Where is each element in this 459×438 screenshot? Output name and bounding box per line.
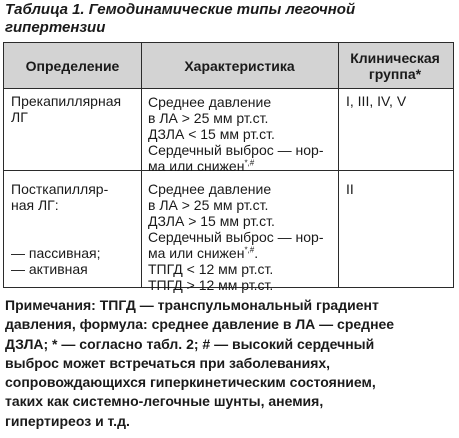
text-line: Сердечный выброс — нор- bbox=[148, 229, 324, 245]
footnote-mark: *,# bbox=[244, 158, 255, 168]
table-title-line: Таблица 1. Гемодинамические типы легочной bbox=[5, 1, 356, 18]
text-line: Прекапиллярная bbox=[11, 93, 122, 109]
footnote-mark: *,# bbox=[244, 245, 255, 255]
notes-line: давления, формула: среднее давление в ЛА — среднее bbox=[5, 316, 395, 333]
notes-line: таких как системно-легочные шунты, анемия, bbox=[5, 393, 324, 410]
row1-clinical-group: I, III, IV, V bbox=[346, 93, 407, 109]
text-line: Среднее давление bbox=[148, 181, 272, 197]
text-line: — пассивная; bbox=[11, 245, 101, 261]
text-fragment: ма или снижен bbox=[148, 245, 245, 261]
text-fragment: ма или снижен bbox=[148, 158, 245, 174]
text-line: ТПГД < 12 мм рт.ст. bbox=[148, 261, 274, 277]
text-line bbox=[148, 158, 324, 174]
row1-characteristic bbox=[148, 94, 324, 174]
text-line: — активная bbox=[11, 261, 88, 277]
notes-line: выброс может встречаться при заболеваниях, bbox=[5, 354, 331, 371]
text-fragment: . bbox=[254, 245, 259, 261]
text-line: Среднее давление bbox=[148, 94, 272, 110]
header-definition: Определение bbox=[25, 58, 120, 74]
header-clinical-group bbox=[338, 43, 452, 89]
notes-line: Примечания: ТПГД — транспульмональный градиент bbox=[5, 297, 379, 313]
notes-line: ДЗЛА; * — согласно табл. 2; # — высокий сердечный bbox=[5, 335, 375, 352]
header-characteristic: Характеристика bbox=[184, 58, 295, 74]
text-line: ТПГД > 12 мм рт.ст. bbox=[148, 277, 274, 293]
notes-line: гипертиреоз и т.д. bbox=[5, 412, 130, 429]
hemodynamic-types-table bbox=[3, 42, 454, 293]
text-line: Посткапилляр- bbox=[11, 181, 109, 197]
header-clinical-group-line: группа* bbox=[368, 66, 422, 82]
notes-line: сопровождающихся гиперкинетическим состоянием, bbox=[5, 374, 376, 391]
row2-characteristic bbox=[148, 181, 324, 293]
text-line: ЛГ bbox=[11, 109, 28, 125]
text-line: ДЗЛА > 15 мм рт.ст. bbox=[148, 213, 275, 229]
row2-clinical-group: II bbox=[346, 181, 354, 197]
text-line: ДЗЛА < 15 мм рт.ст. bbox=[148, 126, 275, 142]
header-clinical-group-line: Клиническая bbox=[350, 50, 440, 66]
text-line: Сердечный выброс — нор- bbox=[148, 142, 324, 158]
row1-definition bbox=[11, 93, 121, 125]
text-line bbox=[148, 245, 324, 261]
text-line: ная ЛГ: bbox=[11, 197, 59, 213]
text-line: в ЛА > 25 мм рт.ст. bbox=[148, 110, 269, 126]
row2-definition bbox=[11, 181, 108, 277]
text-line: в ЛА > 25 мм рт.ст. bbox=[148, 197, 269, 213]
table-title-line: гипертензии bbox=[5, 19, 106, 36]
table-title bbox=[5, 1, 455, 37]
table-notes bbox=[5, 296, 457, 431]
